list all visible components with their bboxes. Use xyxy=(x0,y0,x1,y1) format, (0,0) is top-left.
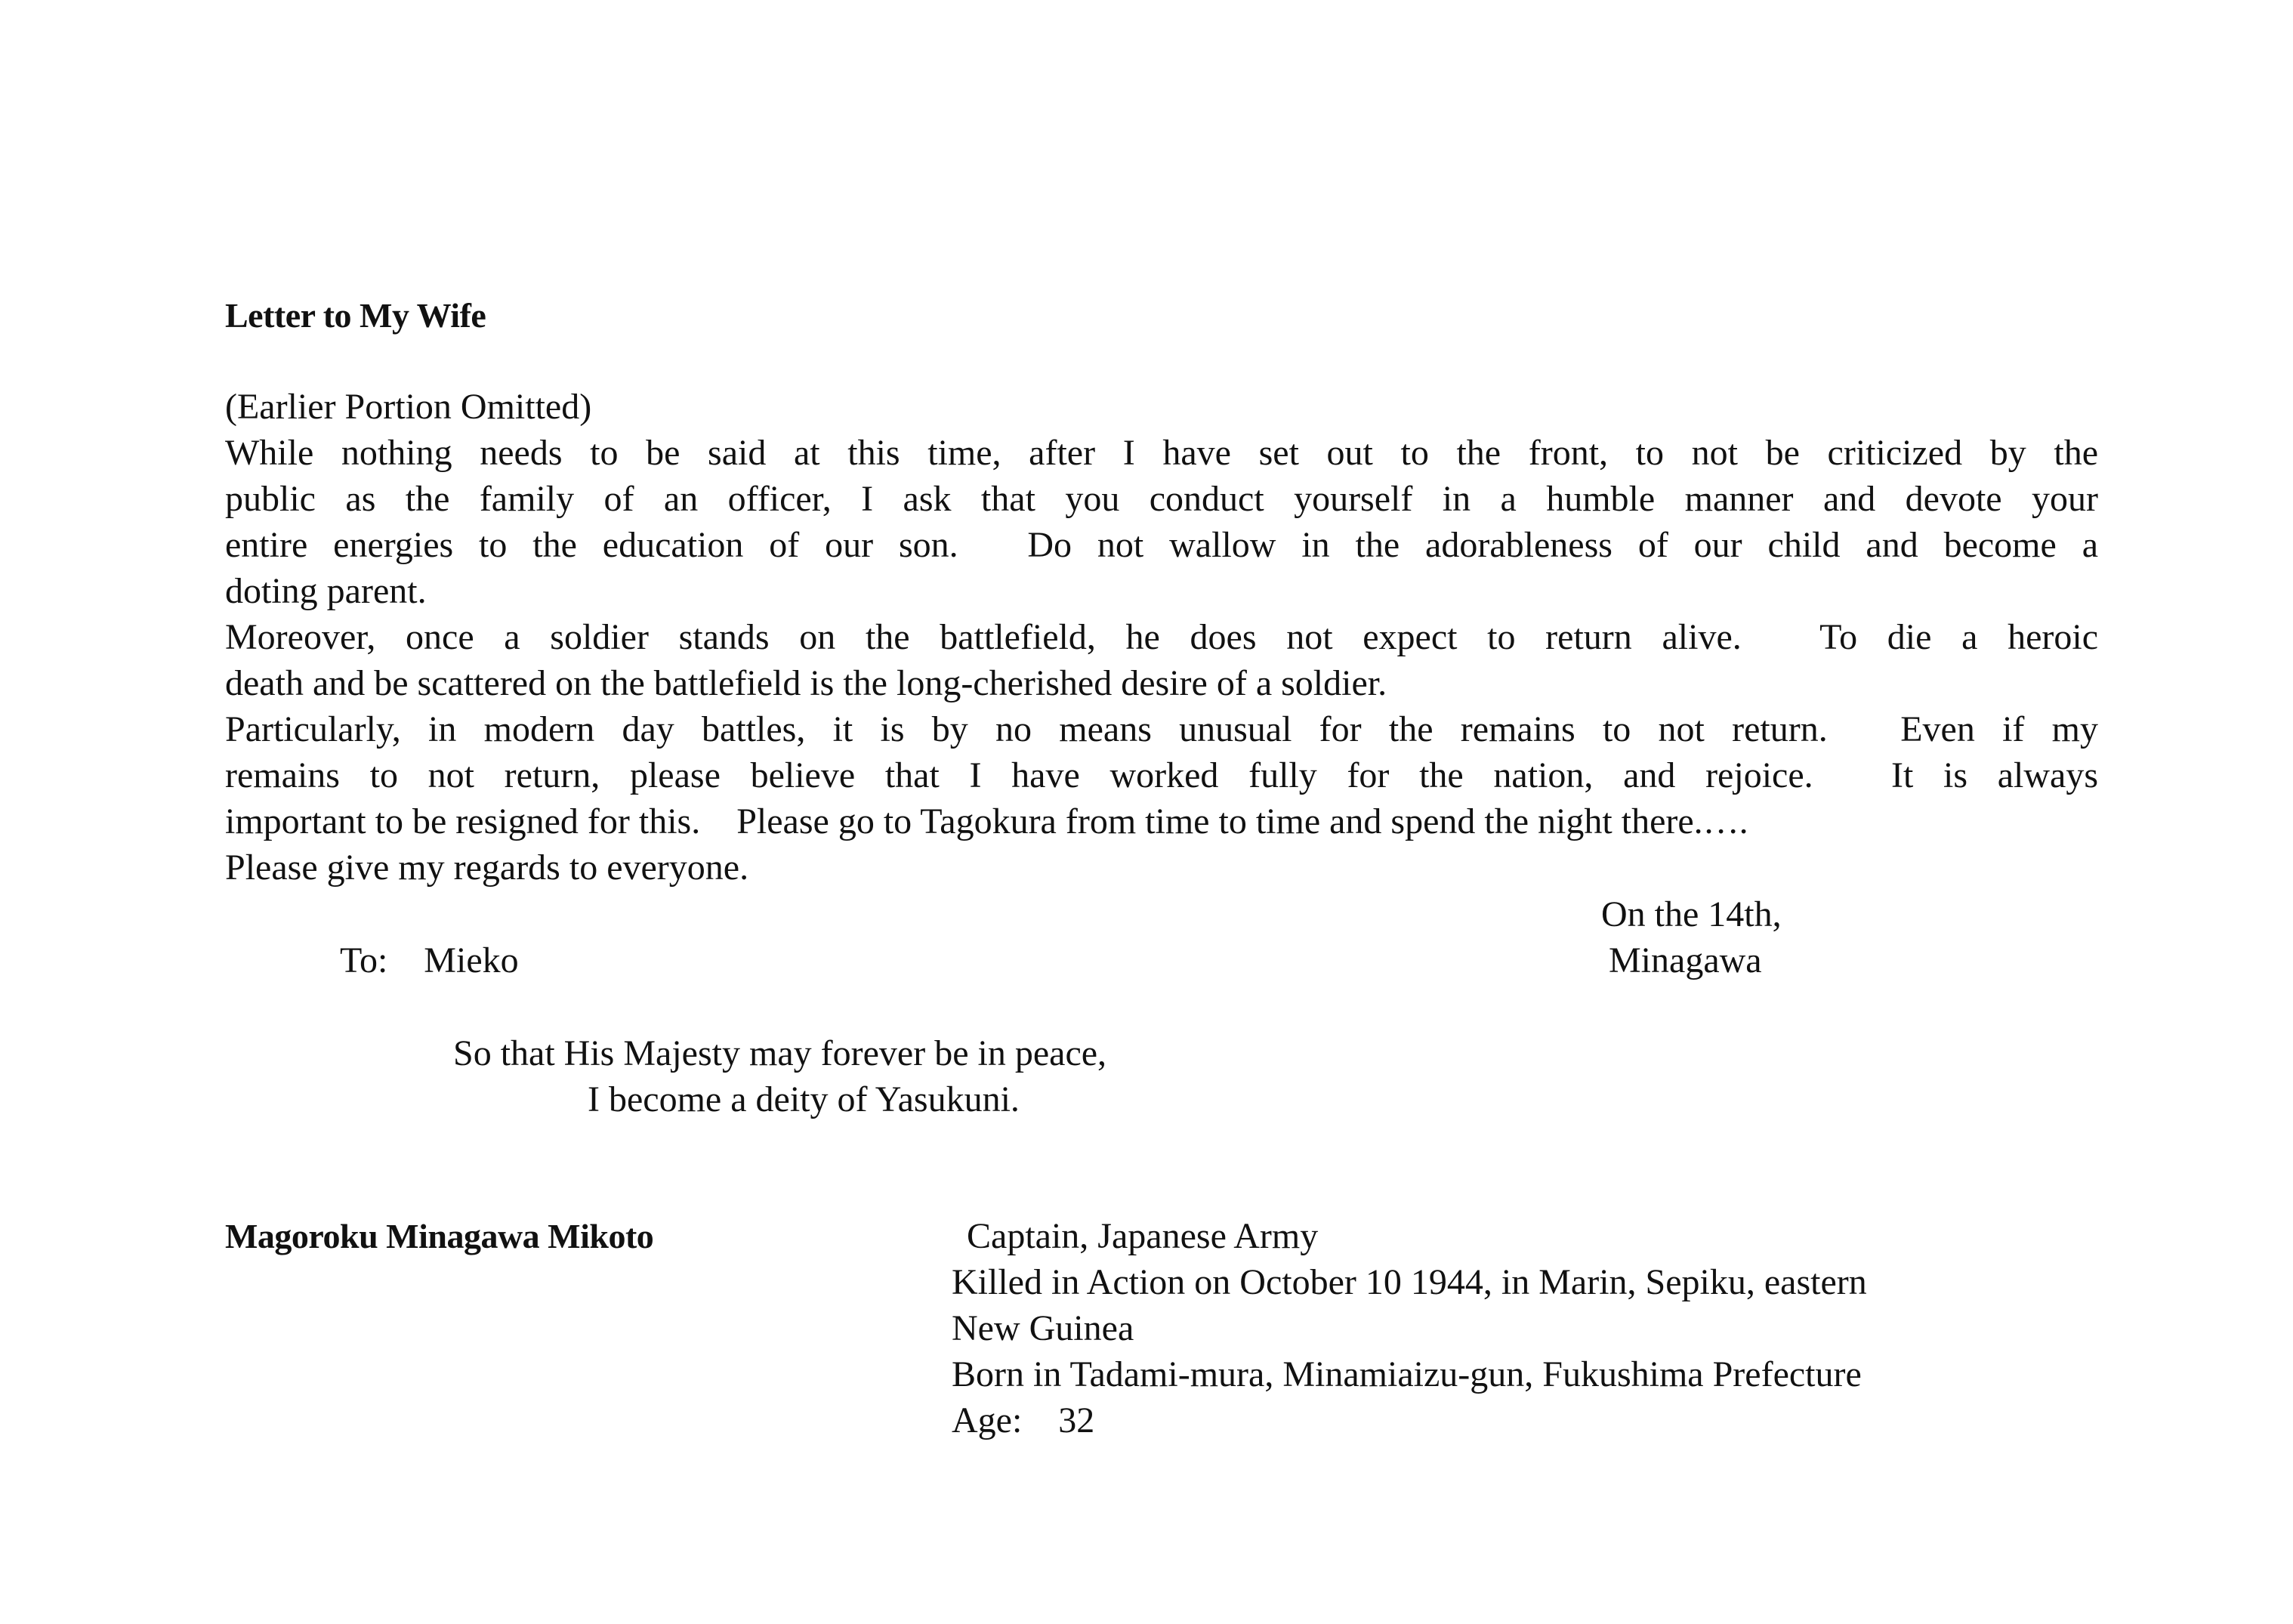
author-name: Magoroku Minagawa Mikoto xyxy=(225,1217,654,1255)
poem-line: So that His Majesty may forever be in peace, xyxy=(453,1033,1107,1073)
bio-line: Captain, Japanese Army xyxy=(967,1216,1319,1256)
letter-line: While nothing needs to be said at this time, after I have set out to the front, to not be criticized by the xyxy=(225,433,2098,473)
letter-body xyxy=(225,384,2098,891)
letter-line: Please give my regards to everyone. xyxy=(225,848,749,888)
letter-recipient: To: Mieko xyxy=(340,940,519,980)
poem-line: I become a deity of Yasukuni. xyxy=(588,1079,1020,1119)
bio-line: Killed in Action on October 10 1944, in Marin, Sepiku, eastern xyxy=(952,1262,1867,1302)
letter-line: Particularly, in modern day battles, it is by no means unusual for the remains to not return. Even if my xyxy=(225,709,2098,749)
letter-line: death and be scattered on the battlefield is the long-cherished desire of a soldier. xyxy=(225,663,1387,703)
letter-line: entire energies to the education of our son. Do not wallow in the adorableness of our child and become a xyxy=(225,525,2098,565)
letter-date: On the 14th, xyxy=(1601,894,1782,934)
letter-line: important to be resigned for this. Please go to Tagokura from time to time and spend the night there.…. xyxy=(225,801,1748,841)
letter-line: remains to not return, please believe that I have worked fully for the nation, and rejoice. It is always xyxy=(225,755,2098,795)
letter-line: Moreover, once a soldier stands on the battlefield, he does not expect to return alive. To die a heroic xyxy=(225,617,2098,657)
letter-line: (Earlier Portion Omitted) xyxy=(225,387,592,427)
letter-line: doting parent. xyxy=(225,571,427,611)
bio-line: Born in Tadami-mura, Minamiaizu-gun, Fukushima Prefecture xyxy=(952,1354,1862,1394)
letter-line: public as the family of an officer, I ask that you conduct yourself in a humble manner and devote your xyxy=(225,479,2098,519)
author-bio xyxy=(952,1213,2130,1443)
bio-line: Age: 32 xyxy=(952,1400,1095,1440)
letter-title: Letter to My Wife xyxy=(225,296,486,335)
bio-line: New Guinea xyxy=(952,1308,1134,1348)
letter-signer: Minagawa xyxy=(1609,940,1762,980)
